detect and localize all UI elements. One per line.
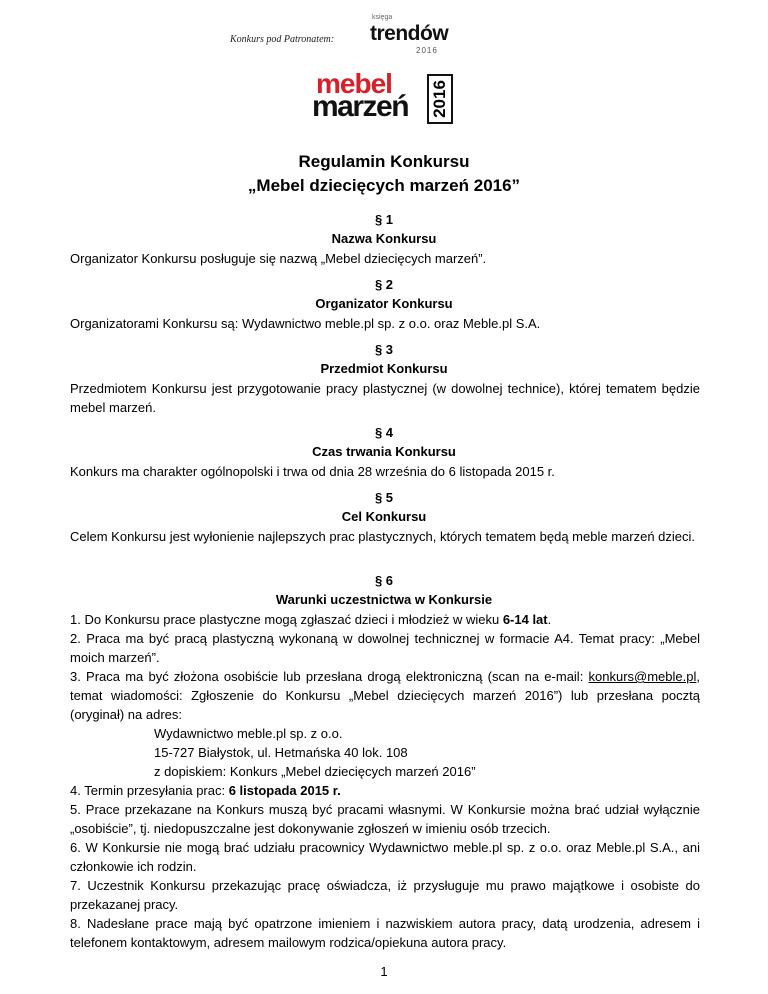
section-heading: Czas trwania Konkursu: [312, 444, 456, 459]
section-number: § 2: [374, 277, 394, 292]
section-number: § 5: [374, 490, 394, 505]
section-heading: Organizator Konkursu: [315, 296, 453, 311]
section-number: § 6: [374, 573, 394, 588]
condition-item: 8. Nadesłane prace mają być opatrzone imieniem i nazwiskiem autora pracy, datą urodzenia, adresem i telefonem kontaktowym, adresem mailowym rodzica/opiekuna autora pracy.: [70, 916, 700, 950]
section-text: Organizator Konkursu posługuje się nazwą „Mebel dziecięcych marzeń”.: [70, 251, 487, 266]
page-number: 1: [380, 964, 388, 979]
section-heading: Cel Konkursu: [341, 509, 427, 524]
condition-item: 2. Praca ma być pracą plastyczną wykonaną w dowolnej technicznej w formacie A4. Temat pracy: „Mebel moich marzeń”.: [70, 631, 700, 665]
section-heading: Przedmiot Konkursu: [320, 361, 448, 376]
address-line: 15-727 Białystok, ul. Hetmańska 40 lok. 108: [154, 745, 408, 760]
address-line: z dopiskiem: Konkurs „Mebel dziecięcych marzeń 2016”: [154, 764, 476, 779]
condition-item: 1. Do Konkursu prace plastyczne mogą zgłaszać dzieci i młodzież w wieku 6-14 lat.: [70, 612, 552, 627]
condition-item: 7. Uczestnik Konkursu przekazując pracę oświadcza, iż przysługuje mu prawo majątkowe i osobiste do przekazanej pracy.: [70, 878, 700, 912]
patron-label: Konkurs pod Patronatem:: [230, 34, 335, 45]
email-link[interactable]: konkurs@meble.pl: [588, 669, 697, 684]
condition-item: 6. W Konkursie nie mogą brać udziału pracownicy Wydawnictwo meble.pl sp. z o.o. oraz Meble.pl S.A., ani członkowie ich rodzin.: [70, 840, 700, 874]
conditions-list: [70, 610, 700, 952]
ksiega-trendow-logo: księga trendów 2016: [370, 14, 449, 55]
mebel-marzen-logo: mebel marzeń 2016: [310, 74, 455, 124]
document-subtitle: „Mebel dziecięcych marzeń 2016”: [247, 176, 521, 195]
patronage-header: [200, 12, 500, 58]
document-title: Regulamin Konkursu: [298, 152, 470, 171]
address-line: Wydawnictwo meble.pl sp. z o.o.: [154, 726, 343, 741]
section-heading: Nazwa Konkursu: [331, 231, 437, 246]
section-number: § 3: [374, 342, 394, 357]
section-text: Konkurs ma charakter ogólnopolski i trwa od dnia 28 września do 6 listopada 2015 r.: [70, 464, 555, 479]
condition-item: 4. Termin przesyłania prac: 6 listopada 2015 r.: [70, 783, 341, 798]
section-text: Przedmiotem Konkursu jest przygotowanie pracy plastycznej (w dowolnej technice), której tematem będzie mebel marzeń.: [70, 381, 700, 415]
section-number: § 4: [374, 425, 394, 440]
section-number: § 1: [374, 212, 394, 227]
condition-item: 3. Praca ma być złożona osobiście lub przesłana drogą elektroniczną (scan na e-mail: konkurs@meble.pl, temat wiadomości: Zgłoszenie do Konkursu „Mebel dziecięcych marzeń 2016”) lub przesłana pocztą (oryginał) na adres:: [70, 669, 700, 722]
condition-item: 5. Prace przekazane na Konkurs muszą być pracami własnymi. W Konkursie można brać udział wyłącznie „osobiście”, tj. niedopuszczalne jest dokonywanie zgłoszeń w imieniu osób trzecich.: [70, 802, 700, 836]
section-heading: Warunki uczestnictwa w Konkursie: [275, 592, 493, 607]
section-text: Celem Konkursu jest wyłonienie najlepszych prac plastycznych, których tematem będą meble marzeń dzieci.: [70, 529, 696, 544]
section-text: Organizatorami Konkursu są: Wydawnictwo meble.pl sp. z o.o. oraz Meble.pl S.A.: [70, 316, 541, 331]
